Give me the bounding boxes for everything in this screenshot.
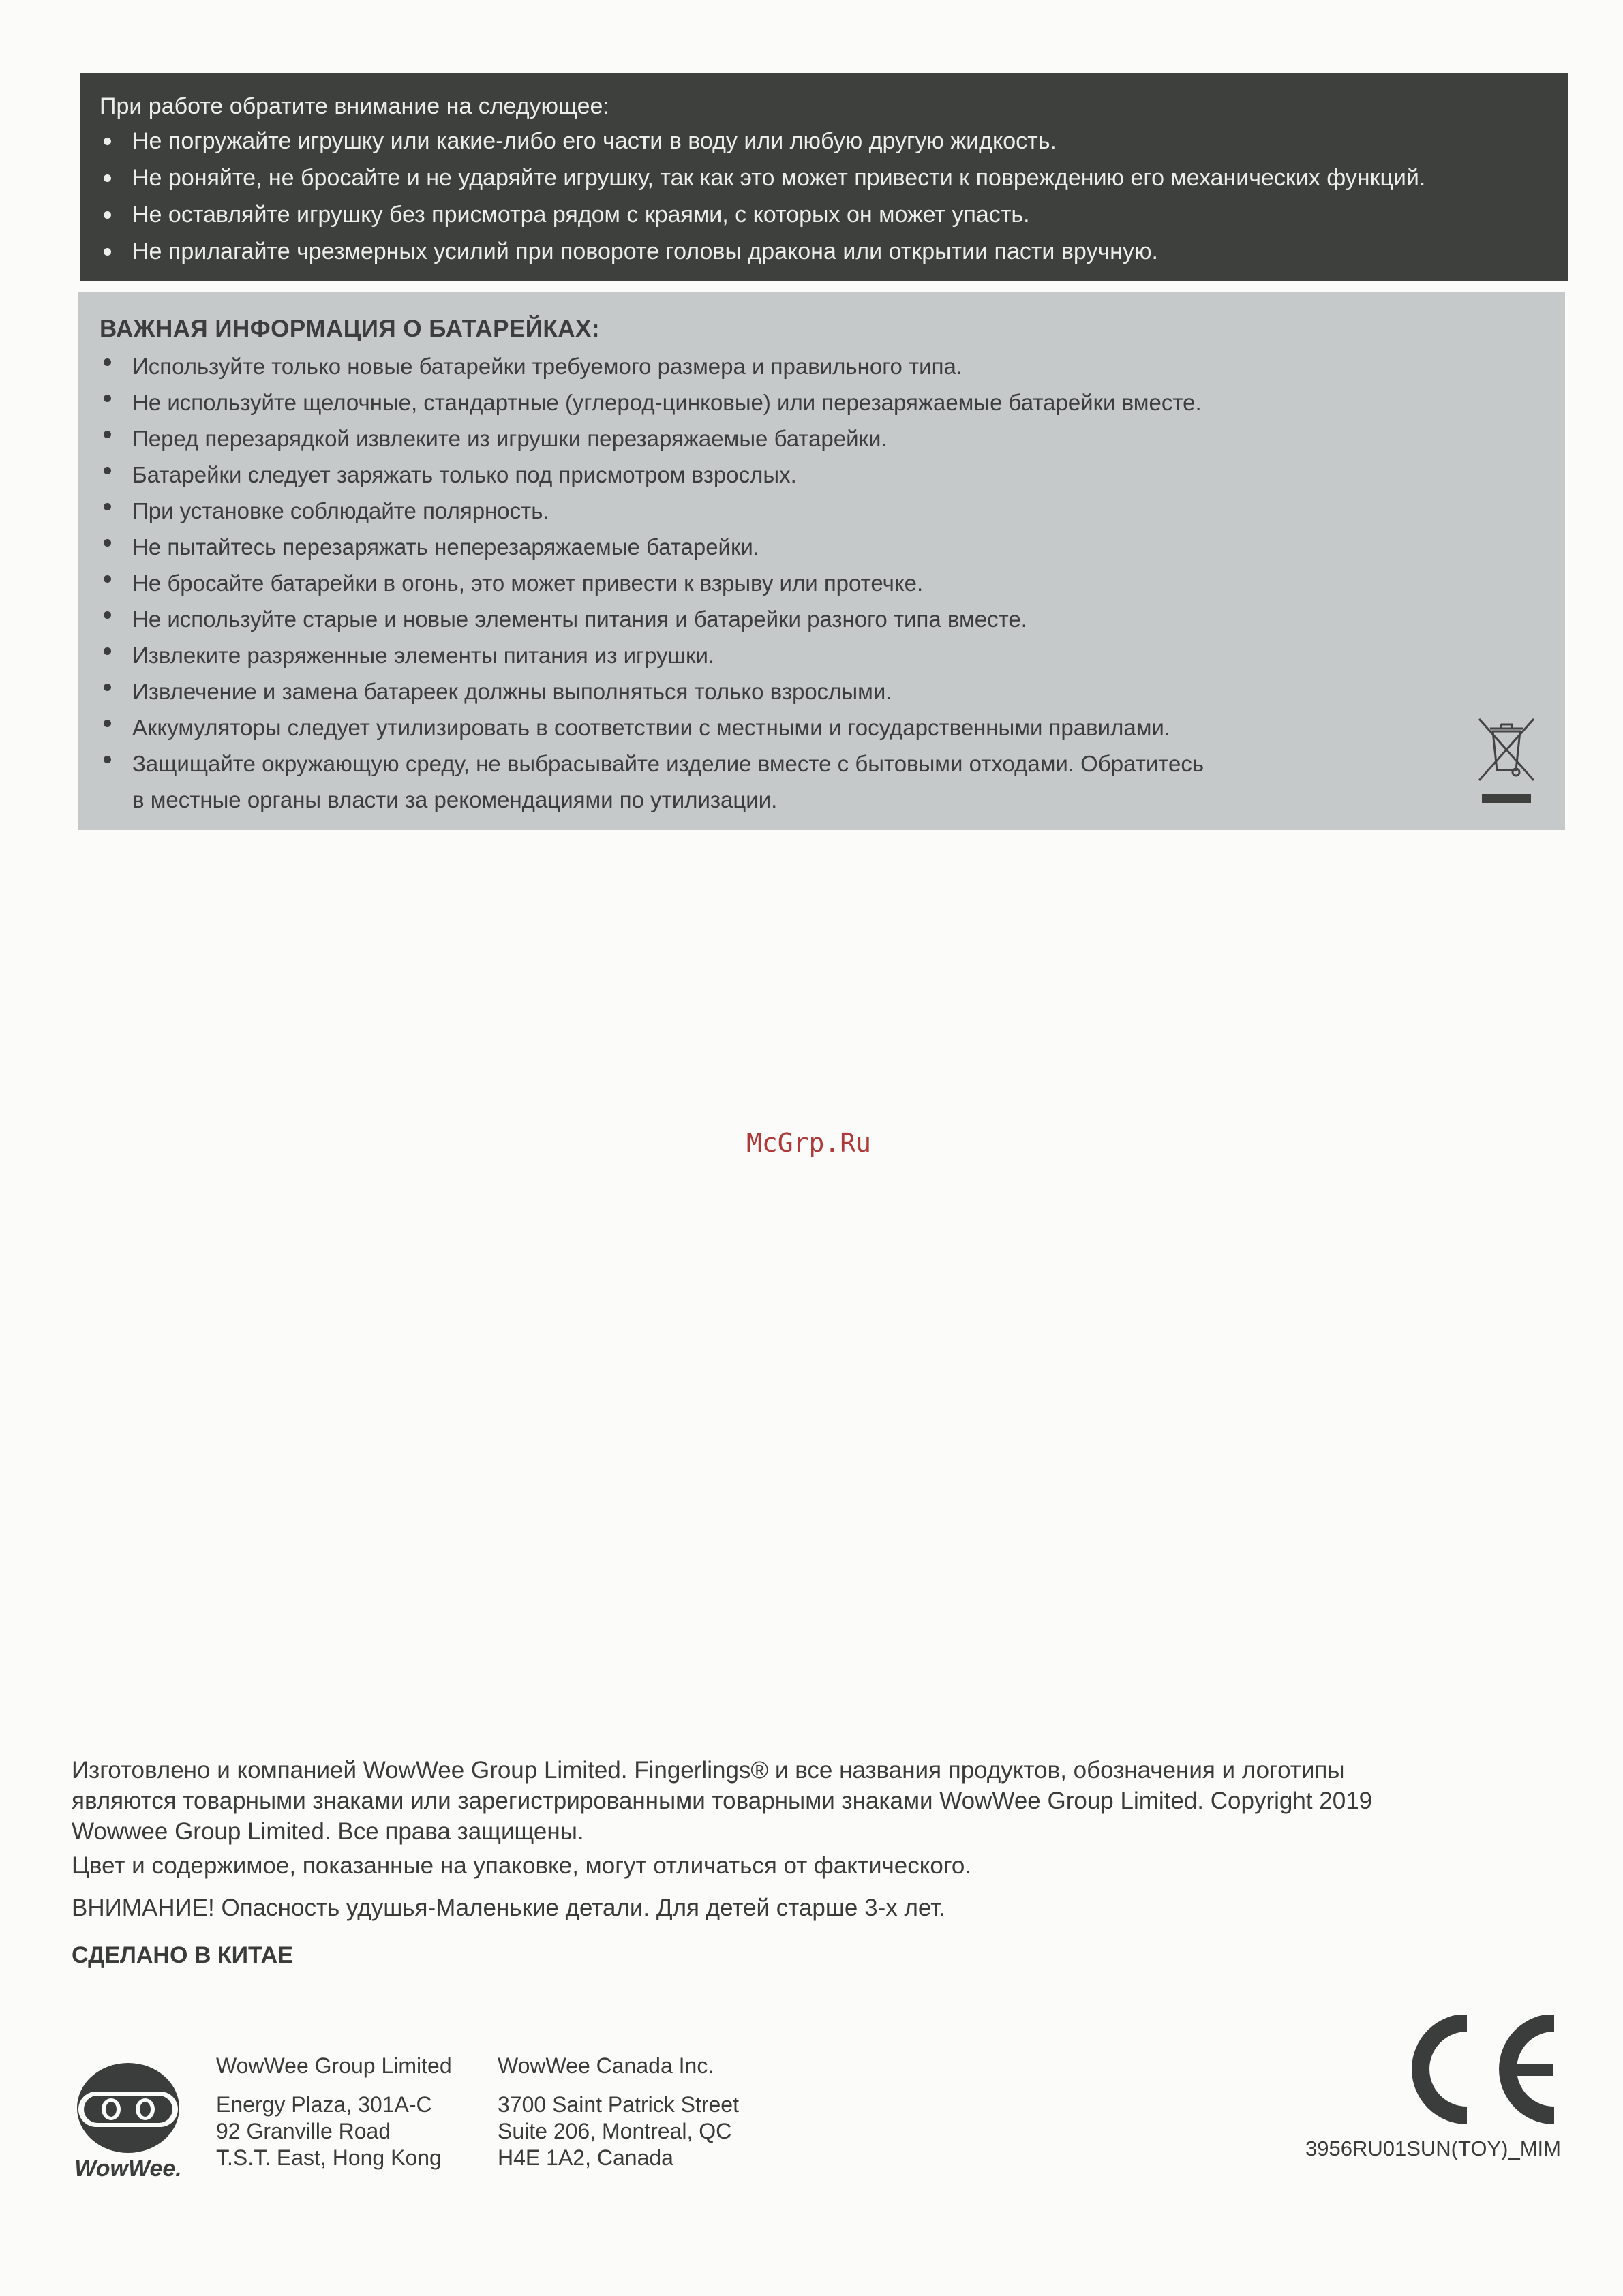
list-item: Используйте только новые батарейки требуемого размера и правильного типа.: [100, 348, 1204, 384]
wowwee-logo: [70, 2062, 186, 2181]
weee-crossed-bin-icon: [1472, 712, 1541, 808]
list-item: Не прилагайте чрезмерных усилий при повороте головы дракона или открытии пасти вручную.: [100, 238, 1425, 275]
list-item: Не используйте щелочные, стандартные (углерод-цинковые) или перезаряжаемые батарейки вместе.: [100, 384, 1204, 420]
notice-line: являются товарными знаками или зарегистрированными товарными знаками WowWee Group Limited. Copyright 2019: [72, 1788, 1373, 1814]
manufacturer-notice: [72, 1755, 1372, 1847]
list-item-continuation: в местные органы власти за рекомендациями по утилизации.: [132, 787, 778, 812]
watermark: McGrp.Ru: [746, 1128, 872, 1158]
company-name: WowWee Group Limited: [216, 2053, 452, 2078]
address-line: H4E 1A2, Canada: [498, 2145, 673, 2170]
address-line: T.S.T. East, Hong Kong: [216, 2145, 442, 2170]
list-item: Не используйте старые и новые элементы питания и батарейки разного типа вместе.: [100, 601, 1204, 637]
operation-warning-title: При работе обратите внимание на следующее:: [100, 93, 609, 119]
list-item: Батарейки следует заряжать только под присмотром взрослых.: [100, 457, 1204, 493]
operation-warning-box: [80, 73, 1568, 281]
address-line: 3700 Saint Patrick Street: [498, 2092, 739, 2117]
list-item: Перед перезарядкой извлеките из игрушки перезаряжаемые батарейки.: [100, 420, 1204, 457]
battery-info-title: ВАЖНАЯ ИНФОРМАЦИЯ О БАТАРЕЙКАХ:: [100, 316, 601, 342]
notice-line: Wowwee Group Limited. Все права защищены.: [72, 1818, 584, 1845]
list-item: Не роняйте, не бросайте и не ударяйте игрушку, так как это может привести к повреждению его механических функций.: [100, 164, 1425, 201]
made-in-label: СДЕЛАНО В КИТАЕ: [72, 1942, 293, 1968]
address-line: 92 Granville Road: [216, 2119, 391, 2143]
battery-info-box: [78, 292, 1565, 830]
list-item: Извлечение и замена батареек должны выполняться только взрослыми.: [100, 673, 1204, 709]
color-notice: Цвет и содержимое, показанные на упаковке, могут отличаться от фактического.: [72, 1852, 972, 1879]
notice-line: Изготовлено и компанией WowWee Group Limited. Fingerlings® и все названия продуктов, обозначения и логотипы: [72, 1757, 1345, 1784]
choking-warning: ВНИМАНИЕ! Опасность удушья-Маленькие детали. Для детей старше 3-х лет.: [72, 1895, 946, 1921]
list-item: Аккумуляторы следует утилизировать в соответствии с местными и государственными правилами.: [100, 709, 1204, 746]
company-hk: [216, 2053, 452, 2171]
list-item: Защищайте окружающую среду, не выбрасывайте изделие вместе с бытовыми отходами. Обратитесь: [100, 746, 1204, 782]
list-item: Не оставляйте игрушку без присмотра рядом с краями, с которых он может упасть.: [100, 201, 1425, 238]
list-item: Не пытайтесь перезаряжать неперезаряжаемые батарейки.: [100, 529, 1204, 565]
logo-text: WowWee.: [74, 2156, 182, 2181]
company-name: WowWee Canada Inc.: [498, 2053, 714, 2078]
product-code: 3956RU01SUN(TOY)_MIM: [1305, 2137, 1561, 2160]
operation-warning-list: [100, 127, 1425, 275]
ce-mark-icon: [1391, 2015, 1564, 2124]
company-canada: [498, 2053, 739, 2171]
list-item: Не погружайте игрушку или какие-либо его части в воду или любую другую жидкость.: [100, 127, 1425, 164]
address-line: Energy Plaza, 301A-C: [216, 2092, 432, 2117]
list-item: Не бросайте батарейки в огонь, это может привести к взрыву или протечке.: [100, 565, 1204, 601]
address-line: Suite 206, Montreal, QC: [498, 2119, 732, 2143]
list-item: Извлеките разряженные элементы питания из игрушки.: [100, 637, 1204, 673]
list-item: При установке соблюдайте полярность.: [100, 493, 1204, 529]
battery-info-list: [100, 348, 1204, 818]
